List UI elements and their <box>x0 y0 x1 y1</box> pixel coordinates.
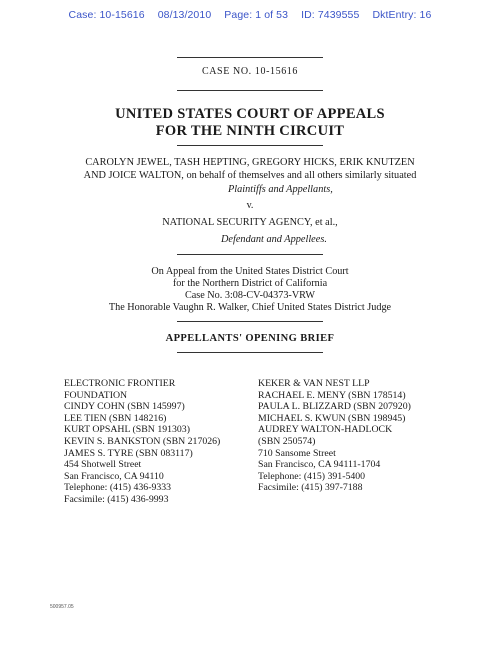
counsel-left <box>64 378 220 506</box>
rule-court <box>177 145 323 146</box>
filing-header <box>0 9 500 21</box>
brief-title: APPELLANTS' OPENING BRIEF <box>165 333 335 344</box>
plaintiffs-line-2: AND JOICE WALTON, on behalf of themselves and all others similarly situated <box>83 170 417 181</box>
counsel-right-line: Telephone: (415) 391-5400 <box>258 470 366 482</box>
rule-case <box>177 90 323 91</box>
counsel-left-line: LEE TIEN (SBN 148216) <box>64 412 167 424</box>
plaintiffs-role: Plaintiffs and Appellants, <box>228 184 333 195</box>
counsel-left-line: San Francisco, CA 94110 <box>64 470 164 482</box>
defendants-role: Defendant and Appellees. <box>221 234 327 245</box>
counsel-left-line: CINDY COHN (SBN 145997) <box>64 401 185 413</box>
filing-id: ID: 7439555 <box>301 9 360 21</box>
appeal-info <box>0 266 500 314</box>
counsel-right-line: Facsimile: (415) 397-7188 <box>258 482 363 494</box>
counsel-right-line: MICHAEL S. KWUN (SBN 198945) <box>258 412 406 424</box>
plaintiffs-line-1: CAROLYN JEWEL, TASH HEPTING, GREGORY HICKS, ERIK KNUTZEN <box>85 157 415 168</box>
docket-entry: DktEntry: 16 <box>372 9 432 21</box>
counsel-left-line: KURT OPSAHL (SBN 191303) <box>64 424 190 436</box>
counsel-left-line: Facsimile: (415) 436-9993 <box>64 493 169 505</box>
footer-code: 500957.05 <box>50 604 74 610</box>
appeal-line-2: for the Northern District of California <box>172 278 328 289</box>
appeal-line-1: On Appeal from the United States District Court <box>151 266 349 277</box>
counsel-left-line: 454 Shotwell Street <box>64 459 142 471</box>
counsel-left-line: JAMES S. TYRE (SBN 083117) <box>64 447 193 459</box>
plaintiffs <box>0 156 500 182</box>
counsel-right-line: KEKER & VAN NEST LLP <box>258 378 370 389</box>
filing-page-count: Page: 1 of 53 <box>224 9 289 21</box>
versus: v. <box>246 200 254 211</box>
court-name <box>0 106 500 140</box>
case-number: CASE NO. 10-15616 <box>201 66 299 77</box>
counsel-right-line: San Francisco, CA 94111-1704 <box>258 459 381 471</box>
appeal-line-4: The Honorable Vaughn R. Walker, Chief United States District Judge <box>108 302 392 313</box>
court-name-line-2: FOR THE NINTH CIRCUIT <box>155 123 345 139</box>
counsel-left-line: KEVIN S. BANKSTON (SBN 217026) <box>64 435 221 447</box>
rule-parties <box>177 254 323 255</box>
counsel-right-line: RACHAEL E. MENY (SBN 178514) <box>258 389 406 401</box>
defendant: NATIONAL SECURITY AGENCY, et al., <box>162 217 338 228</box>
filing-date: 08/13/2010 <box>157 9 212 21</box>
appeal-line-3: Case No. 3:08-CV-04373-VRW <box>184 290 316 301</box>
counsel-left-line: FOUNDATION <box>64 389 128 401</box>
court-name-line-1: UNITED STATES COURT OF APPEALS <box>115 106 385 122</box>
rule-top <box>177 57 323 58</box>
counsel-left-line: ELECTRONIC FRONTIER <box>64 378 176 389</box>
counsel-right-line: 710 Sansome Street <box>258 447 336 459</box>
counsel-left-line: Telephone: (415) 436-9333 <box>64 482 172 494</box>
counsel-right-line: PAULA L. BLIZZARD (SBN 207920) <box>258 401 411 413</box>
rule-brief <box>177 352 323 353</box>
counsel-right-line: AUDREY WALTON-HADLOCK <box>258 424 393 436</box>
counsel-right <box>258 378 411 494</box>
filing-case-number: Case: 10-15616 <box>68 9 145 21</box>
counsel-right-line: (SBN 250574) <box>258 435 316 447</box>
rule-appeal <box>177 321 323 322</box>
